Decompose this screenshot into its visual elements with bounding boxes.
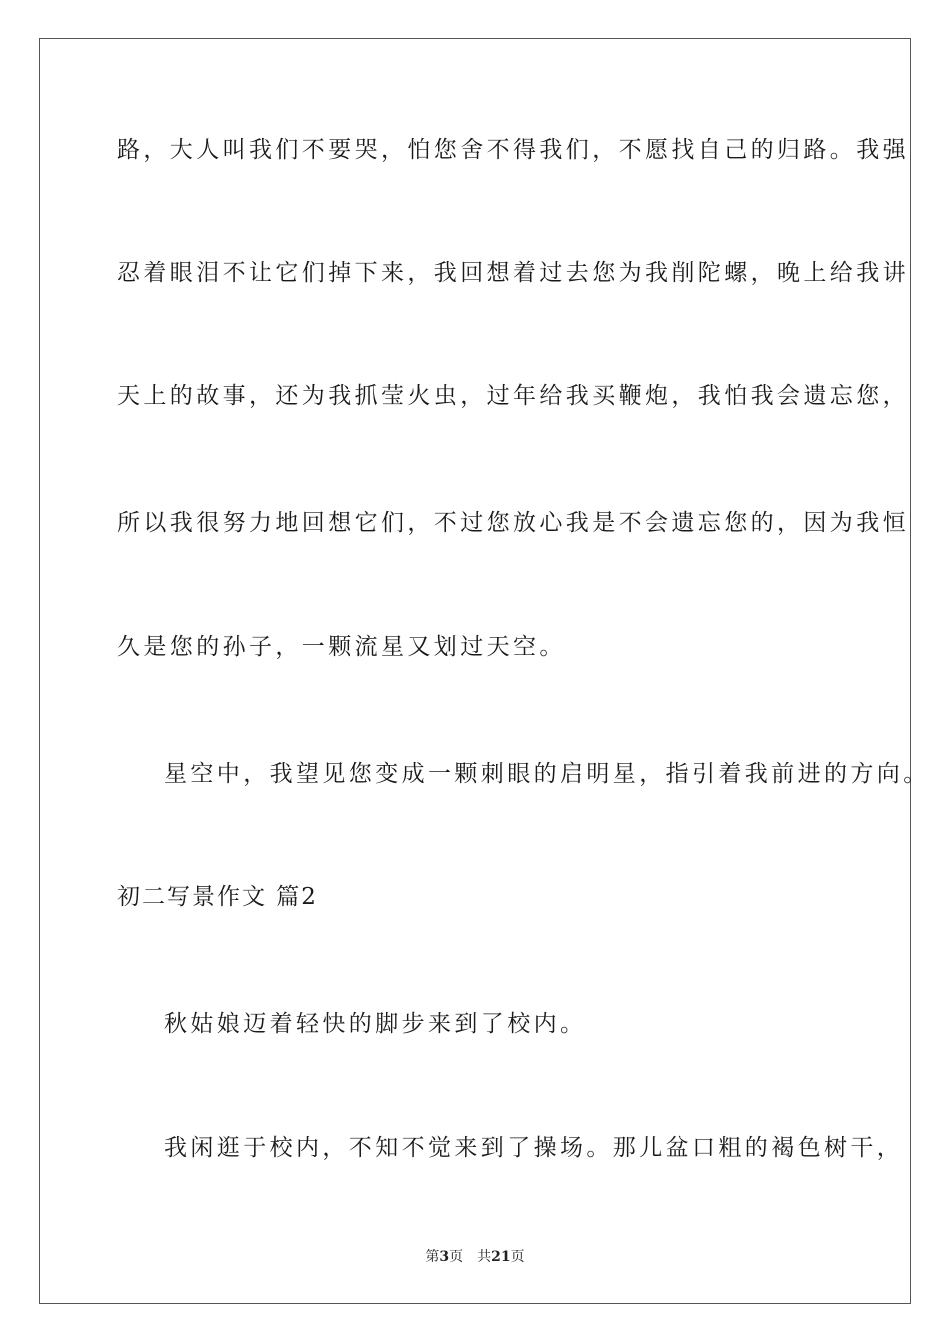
- footer-page-suffix: 页: [449, 1249, 464, 1265]
- page-footer: [0, 1246, 950, 1266]
- paragraph-line: 秋姑娘迈着轻快的脚步来到了校内。: [164, 1011, 587, 1037]
- paragraph-line: 忍着眼泪不让它们掉下来，我回想着过去您为我削陀螺，晚上给我讲: [117, 260, 909, 286]
- paragraph-line: 星空中，我望见您变成一颗刺眼的启明星，指引着我前进的方向。: [164, 761, 930, 787]
- footer-page-current: 3: [439, 1249, 450, 1265]
- footer-page-total: 21: [491, 1249, 511, 1265]
- paragraph-line: 路，大人叫我们不要哭，怕您舍不得我们，不愿找自己的归路。我强: [117, 137, 909, 163]
- paragraph-line: 所以我很努力地回想它们，不过您放心我是不会遗忘您的，因为我恒: [117, 510, 909, 536]
- footer-total-prefix: 共: [477, 1249, 492, 1265]
- footer-page-prefix: 第: [425, 1249, 440, 1265]
- paragraph-line: 久是您的孙子，一颗流星又划过天空。: [117, 634, 566, 660]
- paragraph-line: 我闲逛于校内，不知不觉来到了操场。那儿盆口粗的褐色树干，: [164, 1135, 904, 1161]
- page-border: [39, 38, 911, 1304]
- section-heading: 初二写景作文 篇2: [117, 884, 318, 910]
- paragraph-line: 天上的故事，还为我抓莹火虫，过年给我买鞭炮，我怕我会遗忘您，: [117, 383, 909, 409]
- footer-total-suffix: 页: [510, 1249, 525, 1265]
